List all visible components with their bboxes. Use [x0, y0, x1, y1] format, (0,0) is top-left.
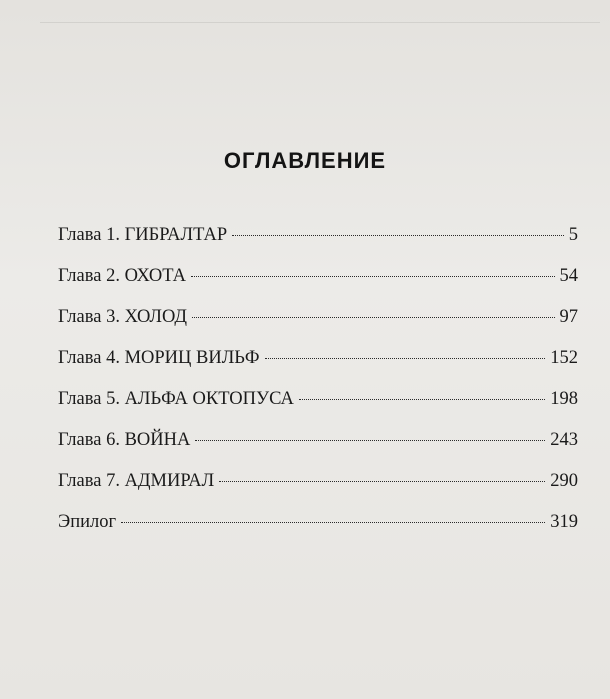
dot-leader: [192, 317, 554, 318]
dot-leader: [195, 440, 545, 441]
toc-entry: [58, 348, 578, 389]
page-header-edge: [40, 0, 600, 23]
dot-leader: [219, 481, 545, 482]
toc-entry: [58, 266, 578, 307]
toc-entry: [58, 471, 578, 512]
toc-entry-label: Глава 2. ОХОТА: [58, 266, 187, 286]
toc-entry-page: 290: [550, 471, 578, 491]
dot-leader: [299, 399, 545, 400]
toc-entry-label: Глава 1. ГИБРАЛТАР: [58, 225, 228, 245]
toc-entry: [58, 512, 578, 553]
dot-leader: [232, 235, 564, 236]
toc-entry: [58, 307, 578, 348]
toc-entry-page: 5: [568, 225, 578, 245]
toc-entry-label: Эпилог: [58, 512, 117, 532]
toc-entry-label: Глава 6. ВОЙНА: [58, 430, 191, 450]
dot-leader: [265, 358, 546, 359]
table-of-contents: [58, 225, 578, 553]
toc-entry: [58, 389, 578, 430]
toc-entry-label: Глава 3. ХОЛОД: [58, 307, 188, 327]
table-of-contents-title: ОГЛАВЛЕНИЕ: [223, 148, 387, 173]
dot-leader: [121, 522, 545, 523]
toc-entry-page: 319: [550, 512, 578, 532]
toc-entry-page: 97: [559, 307, 578, 327]
toc-entry-page: 152: [550, 348, 578, 368]
toc-entry-page: 243: [550, 430, 578, 450]
toc-entry-label: Глава 7. АДМИРАЛ: [58, 471, 215, 491]
toc-entry-label: Глава 4. МОРИЦ ВИЛЬФ: [58, 348, 260, 368]
toc-entry: [58, 430, 578, 471]
toc-entry-page: 198: [550, 389, 578, 409]
toc-entry-page: 54: [559, 266, 578, 286]
dot-leader: [191, 276, 554, 277]
toc-entry-label: Глава 5. АЛЬФА ОКТОПУСА: [58, 389, 294, 409]
toc-entry: [58, 225, 578, 266]
